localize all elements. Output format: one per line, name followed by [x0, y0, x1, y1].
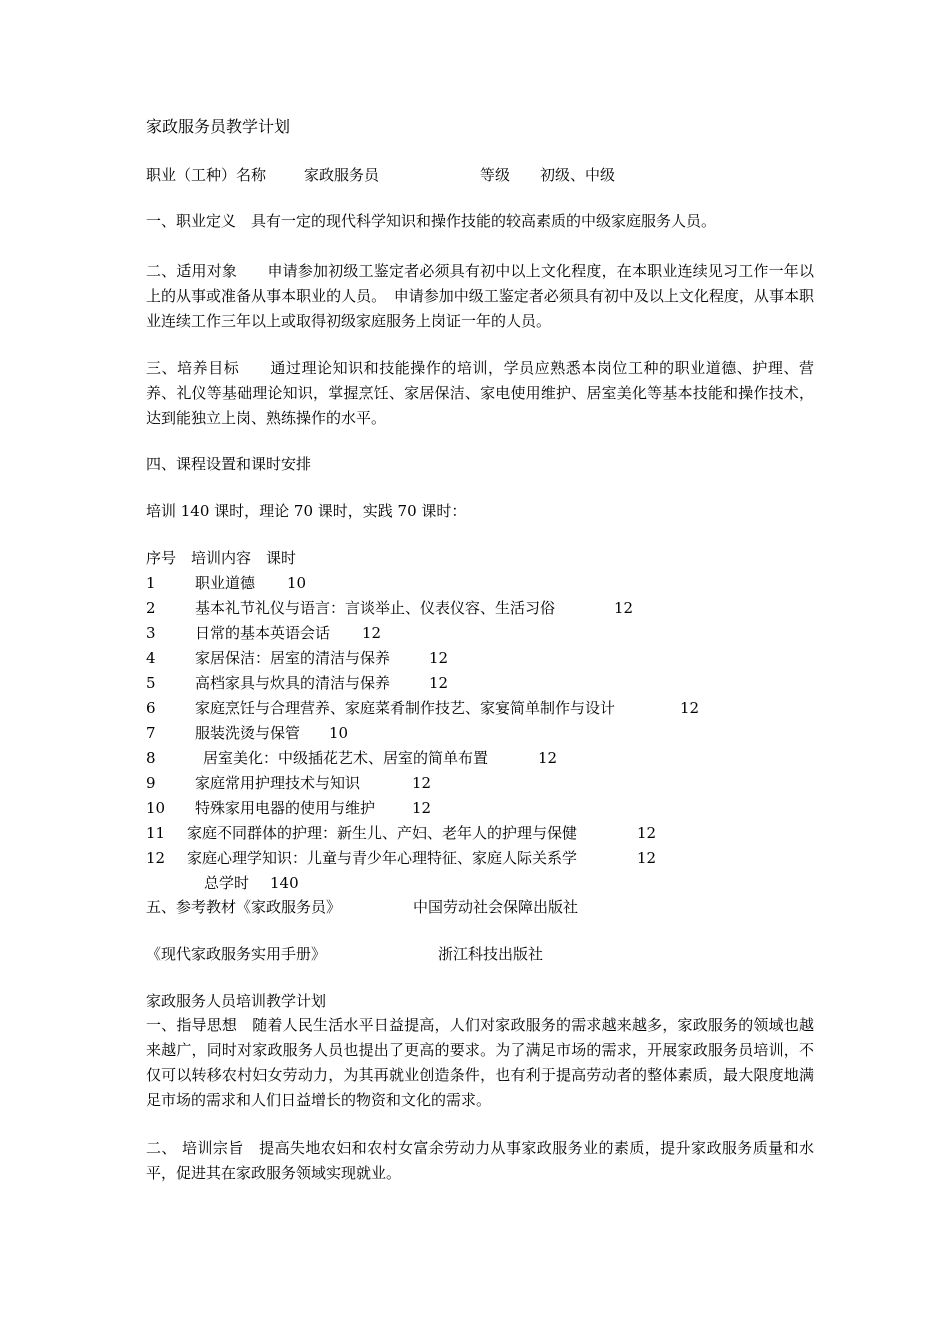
course-number: 9 [146, 774, 156, 792]
plan2-training-purpose: 二、 培训宗旨 提高失地农妇和农村女富余劳动力从事家政服务业的素质，提升家政服务质量和水平，促进其在家政服务领域实现就业。 [146, 1139, 814, 1182]
course-content: 居室美化：中级插花艺术、居室的简单布置 [203, 749, 489, 767]
course-content: 家庭常用护理技术与知识 [195, 774, 361, 792]
course-hours: 12 [362, 624, 382, 642]
course-number: 8 [146, 749, 156, 767]
occupation-label: 职业（工种）名称 [146, 166, 267, 184]
course-content: 服装洗烫与保管 [195, 724, 301, 742]
course-content: 职业道德 [195, 574, 256, 592]
level-value: 初级、中级 [540, 166, 616, 184]
course-content: 高档家具与炊具的清洁与保养 [195, 674, 391, 692]
course-number: 12 [146, 849, 166, 867]
occupation-name: 家政服务员 [304, 166, 380, 184]
course-content: 特殊家用电器的使用与维护 [195, 799, 376, 817]
total-hours-label: 总学时 [204, 874, 250, 892]
course-hours: 10 [287, 574, 307, 592]
course-hours: 12 [412, 799, 432, 817]
course-number: 6 [146, 699, 156, 717]
course-content: 家居保洁：居室的清洁与保养 [195, 649, 391, 667]
section-course-heading: 四、课程设置和课时安排 [146, 455, 312, 473]
course-number: 3 [146, 624, 156, 642]
course-hours: 10 [329, 724, 349, 742]
course-number: 7 [146, 724, 156, 742]
section-definition: 一、职业定义 具有一定的现代科学知识和操作技能的较高素质的中级家庭服务人员。 [146, 212, 717, 230]
level-label: 等级 [480, 166, 511, 184]
course-content: 日常的基本英语会话 [195, 624, 331, 642]
course-content: 家庭不同群体的护理：新生儿、产妇、老年人的护理与保健 [187, 824, 578, 842]
reference-book-1-publisher: 中国劳动社会保障出版社 [413, 898, 579, 916]
course-hours: 12 [429, 674, 449, 692]
section-target-audience: 二、适用对象 申请参加初级工鉴定者必须具有初中以上文化程度，在本职业连续见习工作一年以上的从事或准备从事本职业的人员。 申请参加中级工鉴定者必须具有初中及以上文化程度，从事本职业连续工作三年以上或取得初级家庭服务上岗证一年的人员。 [146, 262, 814, 330]
course-number: 1 [146, 574, 156, 592]
course-number: 11 [146, 824, 166, 842]
plan2-title: 家政服务人员培训教学计划 [146, 992, 327, 1010]
reference-book-1-title: 五、参考教材《家政服务员》 [146, 898, 342, 916]
course-number: 10 [146, 799, 166, 817]
course-number: 2 [146, 599, 156, 617]
plan2-guiding-idea: 一、指导思想 随着人民生活水平日益提高，人们对家政服务的需求越来越多，家政服务的领域也越来越广，同时对家政服务人员也提出了更高的要求。为了满足市场的需求，开展家政服务员培训，不仅可以转移农村妇女劳动力，为其再就业创造条件，也有利于提高劳动者的整体素质，最大限度地满足市场的需求和人们日益增长的物资和文化的需求。 [146, 1016, 814, 1109]
course-number: 4 [146, 649, 156, 667]
course-content: 家庭心理学知识：儿童与青少年心理特征、家庭人际关系学 [187, 849, 578, 867]
course-content: 基本礼节礼仪与语言：言谈举止、仪表仪容、生活习俗 [195, 599, 556, 617]
course-hours: 12 [637, 849, 657, 867]
course-table-header: 序号 培训内容 课时 [146, 549, 297, 567]
course-hours: 12 [412, 774, 432, 792]
course-hours: 12 [637, 824, 657, 842]
section-training-goal: 三、培养目标 通过理论知识和技能操作的培训，学员应熟悉本岗位工种的职业道德、护理、营养、礼仪等基础理论知识，掌握烹饪、家居保洁、家电使用维护、居室美化等基本技能和操作技术，达到能独立上岗、熟练操作的水平。 [146, 359, 814, 427]
total-hours-value: 140 [270, 874, 299, 892]
course-hours: 12 [538, 749, 558, 767]
reference-book-2-title: 《现代家政服务实用手册》 [146, 945, 327, 963]
course-number: 5 [146, 674, 156, 692]
document-title: 家政服务员教学计划 [146, 117, 291, 136]
course-content: 家庭烹饪与合理营养、家庭菜肴制作技艺、家宴简单制作与设计 [195, 699, 616, 717]
course-hours: 12 [680, 699, 700, 717]
hours-summary: 培训 140 课时，理论 70 课时，实践 70 课时： [146, 502, 467, 520]
reference-book-2-publisher: 浙江科技出版社 [438, 945, 544, 963]
course-hours: 12 [429, 649, 449, 667]
course-hours: 12 [614, 599, 634, 617]
